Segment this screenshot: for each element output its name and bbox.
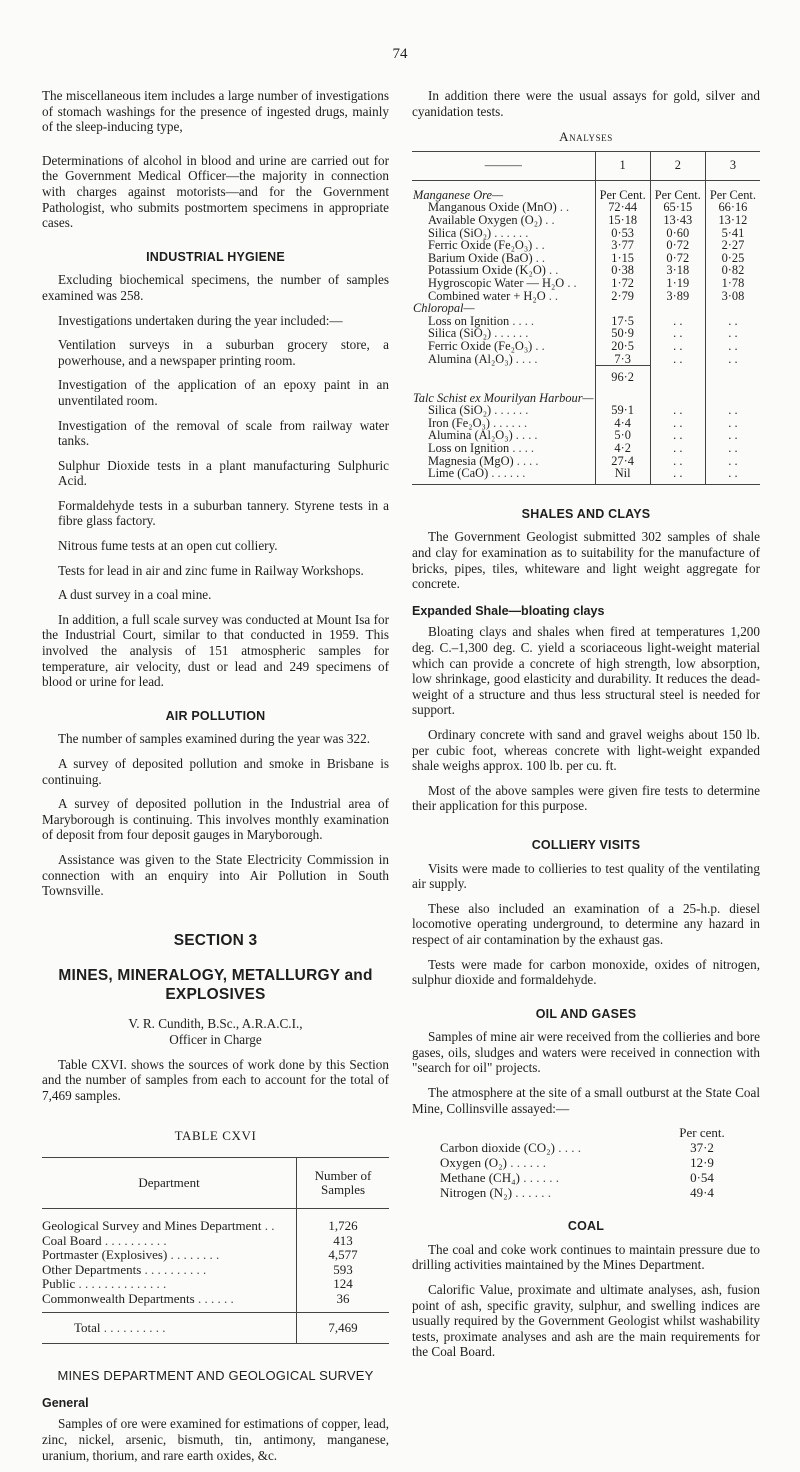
leader-dots: . . <box>261 1218 275 1234</box>
general-heading: General <box>42 1395 89 1410</box>
column-header-blank: ——— <box>412 151 595 180</box>
component-label: Lime (CaO) <box>428 466 489 481</box>
table-intro: Table CXVI. shows the sources of work done by this Section and the number of samples from each to account for the total of 7,469 samples. <box>42 1056 389 1103</box>
value-cell: 59·1 <box>595 404 650 417</box>
value-cell: 7·3 <box>595 353 650 366</box>
value-cell: 13·43 <box>650 214 705 227</box>
mines-dept-heading: MINES DEPARTMENT AND GEOLOGICAL SURVEY <box>57 1368 374 1384</box>
expanded-paragraph-3: Most of the above samples were given fire tests to determine their application for this purpose. <box>412 782 760 814</box>
value-cell: . . <box>650 417 705 430</box>
samples-table <box>42 1157 389 1344</box>
column-header-number: Number of Samples <box>297 1158 390 1209</box>
value-cell: 50·9 <box>595 327 650 340</box>
leader-dots: . . . . . . . . . . <box>141 1261 207 1277</box>
sum-row <box>412 366 760 392</box>
component-label: Silica (SiO₂) <box>428 225 492 240</box>
value-cell: 15·18 <box>595 214 650 227</box>
sample-count: 413 <box>297 1234 390 1249</box>
value-cell: Nil <box>595 467 650 484</box>
value-cell: 66·16 <box>705 201 760 214</box>
expanded-paragraph-1: Bloating clays and shales when fired at temperatures 1,200 deg. C.–1,300 deg. C. yield a scoriaceous light-weight material which can provide a concrete of high strength, low absorption, low shrinkage, good elasticity and durability. It reduces the dead-weight of a structure and thus less structural steel is needed for support. <box>412 624 760 718</box>
value-cell: 0·72 <box>650 239 705 252</box>
column-header-2: 2 <box>650 151 705 180</box>
value-cell: 0·72 <box>650 252 705 265</box>
left-column <box>42 88 389 1472</box>
group-title: Chloropal— <box>413 301 475 316</box>
leader-dots: . . <box>532 250 545 265</box>
talc-schist-group <box>412 392 760 485</box>
column-header-3: 3 <box>705 151 760 180</box>
air-pollution-heading: AIR POLLUTION <box>165 708 266 723</box>
value-cell: 0·53 <box>595 227 650 240</box>
leader-dots: . . . . . . <box>507 1155 546 1171</box>
component-label: Ferric Oxide (Fe₂O₃) <box>428 338 533 353</box>
component-label: Silica (SiO₂) <box>428 403 492 418</box>
leader-dots: . . . . <box>509 441 535 456</box>
component-label: Iron (Fe₂O₃) <box>428 415 490 430</box>
leader-dots: . . . . . . . . . . <box>100 1319 166 1335</box>
value-cell: 0·60 <box>650 227 705 240</box>
assays-paragraph: In addition there were the usual assays for gold, silver and cyanidation tests. <box>412 88 760 119</box>
coal-heading: COAL <box>567 1219 605 1234</box>
leader-dots: . . . . . . . . . . <box>101 1232 167 1248</box>
investigation-item: Formaldehyde tests in a suburban tannery. Styrene tests in a fibre glass factory. <box>58 497 389 529</box>
right-column <box>412 88 760 1369</box>
leader-dots: . . . . . . <box>489 415 528 430</box>
value-cell: . . <box>650 404 705 417</box>
gas-value: 0·54 <box>690 1170 714 1186</box>
leader-dots: . . . . . . <box>491 403 529 418</box>
table-row <box>42 1263 389 1278</box>
department-name: Geological Survey and Mines Department <box>42 1218 262 1234</box>
department-name: Portmaster (Explosives) <box>42 1247 168 1263</box>
leader-dots: . . . . . . <box>194 1290 234 1306</box>
expanded-paragraph-2: Ordinary concrete with sand and gravel weighs about 150 lb. per cubic foot, whereas concrete with light-weight expanded shale weighs approx. 100 lb. per cu. ft. <box>412 726 760 774</box>
investigation-item: Investigation of the removal of scale from railway water tanks. <box>58 417 389 449</box>
table-row <box>42 1209 389 1234</box>
value-cell: 1·78 <box>705 277 760 290</box>
gas-row <box>440 1170 760 1185</box>
component-label: Available Oxygen (O₂) <box>428 212 543 227</box>
leader-dots: . . . . <box>555 1140 582 1156</box>
total-label: Total <box>74 1319 101 1335</box>
investigation-item: Tests for lead in air and zinc fume in Railway Workshops. <box>58 562 364 578</box>
general-paragraph: Samples of ore were examined for estimations of copper, lead, zinc, nickel, arsenic, bismuth, tin, antimony, manganese, uranium, thorium, and rare earth oxides, &c. <box>42 1416 389 1463</box>
expanded-shale-heading: Expanded Shale—bloating clays <box>412 603 605 618</box>
value-cell: 17·5 <box>595 315 650 328</box>
value-cell: 3·18 <box>650 264 705 277</box>
value-cell: 1·72 <box>595 277 650 290</box>
industrial-paragraph-2: Investigations undertaken during the year included:— <box>58 312 343 328</box>
value-cell: 1·19 <box>650 277 705 290</box>
component-label: Ferric Oxide (Fe₂O₃) <box>428 238 533 253</box>
table-row <box>42 1248 389 1263</box>
colliery-paragraph-3: Tests were made for carbon monoxide, oxides of nitrogen, sulphur dioxide and formaldehyde. <box>412 956 760 988</box>
chloropal-group <box>412 302 760 392</box>
oil-paragraph-1: Samples of mine air were received from the collieries and bore gases, oils, sludges and waters were received in connection with "search for oil" projects. <box>412 1029 760 1076</box>
leader-dots: . . <box>532 338 545 353</box>
value-cell: . . <box>650 442 705 455</box>
intro-paragraph-2: Determinations of alcohol in blood and urine are carried out for the Government Medical Officer—the majority in connection with charges against motorists—and for the Government Pathologist, who submits postmortem specimens in appropriate cases. <box>42 152 389 231</box>
sample-count: 4,577 <box>297 1248 390 1263</box>
leader-dots: . . . . . . <box>488 466 526 481</box>
value-cell: 72·44 <box>595 201 650 214</box>
section-heading: SECTION 3 <box>173 931 258 949</box>
officer-role: Officer in Charge <box>169 1031 262 1047</box>
component-label: Alumina (Al₂O₃) <box>428 351 513 366</box>
air-paragraph-4: Assistance was given to the State Electricity Commission in connection with an enquiry into Air Pollution in South Townsville. <box>42 851 389 899</box>
column-header-1: 1 <box>595 151 650 180</box>
department-name: Commonwealth Departments <box>42 1290 195 1306</box>
value-cell: . . <box>650 353 705 366</box>
gas-name: Nitrogen (N₂) <box>440 1185 513 1201</box>
gas-name: Methane (CH₄) <box>440 1170 520 1186</box>
table-row <box>42 1292 389 1313</box>
investigation-item: Sulphur Dioxide tests in a plant manufacturing Sulphuric Acid. <box>58 457 389 489</box>
value-cell: 3·77 <box>595 239 650 252</box>
shales-paragraph: The Government Geologist submitted 302 samples of shale and clay for examination as to suitability for the manufacture of bricks, pipes, tiles, whiteware and light weight aggregate for concrete. <box>412 529 760 592</box>
shales-heading: SHALES AND CLAYS <box>521 506 651 521</box>
leader-dots: . . <box>545 288 559 303</box>
gas-row <box>440 1140 760 1155</box>
investigation-item: Investigation of the application of an epoxy paint in an unventilated room. <box>58 377 389 408</box>
section-title: MINES, MINERALOGY, METALLURGY and EXPLOSIVES <box>58 966 373 1003</box>
value-cell: 2·79 <box>595 290 650 303</box>
leader-dots: . . . . <box>512 351 538 366</box>
leader-dots: . . . . . . <box>519 1170 559 1186</box>
value-cell: . . <box>705 404 760 417</box>
investigations-list <box>42 337 389 578</box>
sample-count: 36 <box>297 1292 390 1313</box>
gas-name: Carbon dioxide (CO₂) <box>440 1140 556 1156</box>
gas-value: 37·2 <box>690 1140 714 1156</box>
total-value: 7,469 <box>297 1313 390 1344</box>
value-cell: 4·2 <box>595 442 650 455</box>
value-cell: 2·27 <box>705 239 760 252</box>
component-label: Manganous Oxide (MnO) <box>428 200 557 215</box>
value-cell: . . <box>705 315 760 328</box>
value-cell: 3·89 <box>650 290 705 303</box>
component-label: Silica (SiO₂) <box>428 326 492 341</box>
value-cell: . . <box>650 315 705 328</box>
value-cell: . . <box>705 327 760 340</box>
gas-value: 49·4 <box>690 1185 714 1201</box>
component-label: Loss on Ignition <box>428 313 510 328</box>
sample-count: 124 <box>297 1277 390 1292</box>
department-name: Public <box>42 1276 76 1292</box>
value-cell: 0·38 <box>595 264 650 277</box>
unit-label: Per Cent. <box>650 189 705 202</box>
coal-paragraph-1: The coal and coke work continues to maintain pressure due to drilling activities maintained by the Mines Department. <box>412 1241 760 1273</box>
table-caption: TABLE CXVI <box>174 1127 257 1143</box>
gas-name: Oxygen (O₂) <box>440 1155 507 1171</box>
value-cell: . . <box>650 467 705 484</box>
value-cell: 5·0 <box>595 429 650 442</box>
manganese-group <box>412 180 760 302</box>
value-cell: . . <box>705 455 760 468</box>
department-name: Other Departments <box>42 1261 142 1277</box>
leader-dots: . . . . <box>512 428 538 443</box>
sample-count: 593 <box>297 1263 390 1278</box>
value-cell: 0·82 <box>705 264 760 277</box>
leader-dots: . . <box>564 275 577 290</box>
colliery-paragraph-2: These also included an examination of a 25-h.p. diesel locomotive operating underground, to determine any hazard in respect of air contamination by the exhaust gas. <box>412 900 760 947</box>
table-row <box>412 467 760 484</box>
value-cell: . . <box>650 455 705 468</box>
value-cell: 1·15 <box>595 252 650 265</box>
sample-count: 1,726 <box>297 1209 390 1234</box>
coal-paragraph-2: Calorific Value, proximate and ultimate analyses, ash, fusion point of ash, specific gravity, sulphur, and swelling indices are usually required by the Government Geologist whilst washability tests, proximate analyses and ash are the main requirements for the Coal Board. <box>412 1282 760 1360</box>
group-title: Talc Schist ex Mourilyan Harbour— <box>413 390 594 405</box>
table-row <box>42 1234 389 1249</box>
sum-value: 96·2 <box>595 366 650 392</box>
unit-label: Per Cent. <box>595 189 650 202</box>
colliery-paragraph-1: Visits were made to collieries to test quality of the ventilating air supply. <box>412 860 760 892</box>
value-cell: . . <box>650 340 705 353</box>
leader-dots: . . . . <box>509 313 535 328</box>
value-cell: . . <box>705 417 760 430</box>
component-label: Loss on Ignition <box>428 441 510 456</box>
air-paragraph-1: The number of samples examined during the year was 322. <box>58 731 371 747</box>
component-label: Magnesia (MgO) <box>428 453 514 468</box>
officer-name: V. R. Cundith, B.Sc., A.R.A.C.I., <box>128 1015 303 1031</box>
oil-paragraph-2: The atmosphere at the site of a small outburst at the State Coal Mine, Collinsville assayed:— <box>412 1085 760 1116</box>
analyses-table <box>412 151 760 485</box>
value-cell: 65·15 <box>650 201 705 214</box>
leader-dots: . . <box>556 200 570 215</box>
table-total-row <box>42 1313 389 1344</box>
value-cell: . . <box>705 442 760 455</box>
table-row <box>412 353 760 366</box>
analyses-caption: Analyses <box>559 129 613 145</box>
gas-value: 12·9 <box>690 1155 714 1171</box>
value-cell: 27·4 <box>595 455 650 468</box>
value-cell: 3·08 <box>705 290 760 303</box>
leader-dots: . . . . . . <box>491 225 529 240</box>
leader-dots: . . <box>545 263 559 278</box>
leader-dots: . . . . . . . . <box>167 1247 220 1263</box>
leader-dots: . . <box>542 212 555 227</box>
component-label: Potassium Oxide (K₂O) <box>428 263 546 278</box>
component-label: Barium Oxide (BaO) <box>428 250 533 265</box>
leader-dots: . . . . <box>513 453 539 468</box>
table-row <box>42 1277 389 1292</box>
investigation-item: Ventilation surveys in a suburban grocery store, a powerhouse, and a newspaper printing room. <box>58 337 389 368</box>
industrial-paragraph-3: A dust survey in a coal mine. <box>58 587 212 603</box>
component-label: Combined water + H₂O <box>428 288 546 303</box>
unit-label: Per Cent. <box>705 189 760 202</box>
value-cell: 0·25 <box>705 252 760 265</box>
gas-row <box>440 1155 760 1170</box>
oil-gases-heading: OIL AND GASES <box>535 1006 637 1021</box>
gas-unit-label: Per cent. <box>679 1125 725 1141</box>
investigation-item: Nitrous fume tests at an open cut colliery. <box>58 538 278 554</box>
leader-dots: . . . . . . . . . . . . . . <box>75 1276 167 1292</box>
gas-analysis <box>440 1125 760 1200</box>
value-cell: 4·4 <box>595 417 650 430</box>
industrial-hygiene-heading: INDUSTRIAL HYGIENE <box>146 249 285 264</box>
column-header-department: Department <box>42 1158 297 1209</box>
air-paragraph-2: A survey of deposited pollution and smoke in Brisbane is continuing. <box>42 756 389 787</box>
value-cell: 20·5 <box>595 340 650 353</box>
leader-dots: . . . . . . <box>512 1185 552 1201</box>
intro-paragraph-1: The miscellaneous item includes a large number of investigations of stomach washings for the presence of ingested drugs, mainly of the sleep-inducing type, <box>42 88 389 135</box>
value-cell: . . <box>705 353 760 366</box>
value-cell: . . <box>650 429 705 442</box>
value-cell: 13·12 <box>705 214 760 227</box>
leader-dots: . . . . . . <box>491 326 529 341</box>
value-cell: . . <box>705 340 760 353</box>
gas-row <box>440 1185 760 1200</box>
value-cell: . . <box>705 467 760 484</box>
page-number: 74 <box>392 46 408 62</box>
group-title: Manganese Ore— <box>413 187 504 202</box>
department-name: Coal Board <box>42 1232 102 1248</box>
value-cell: . . <box>705 429 760 442</box>
industrial-paragraph-1: Excluding biochemical specimens, the number of samples examined was 258. <box>42 272 389 303</box>
component-label: Hygroscopic Water — H₂O <box>428 275 565 290</box>
industrial-paragraph-4: In addition, a full scale survey was conducted at Mount Isa for the Industrial Court, similar to that conducted in 1959. This involved the analysis of 151 atmospheric samples for temperature, air velocity, dust or lead and 249 specimens of blood or urine for lead. <box>42 611 389 690</box>
leader-dots: . . <box>532 238 545 253</box>
component-label: Alumina (Al₂O₃) <box>428 428 513 443</box>
colliery-heading: COLLIERY VISITS <box>531 837 641 852</box>
value-cell: . . <box>650 327 705 340</box>
air-paragraph-3: A survey of deposited pollution in the Industrial area of Maryborough is continuing. This involves monthly examination of deposit from four deposit gauges in Maryborough. <box>42 796 389 843</box>
value-cell: 5·41 <box>705 227 760 240</box>
